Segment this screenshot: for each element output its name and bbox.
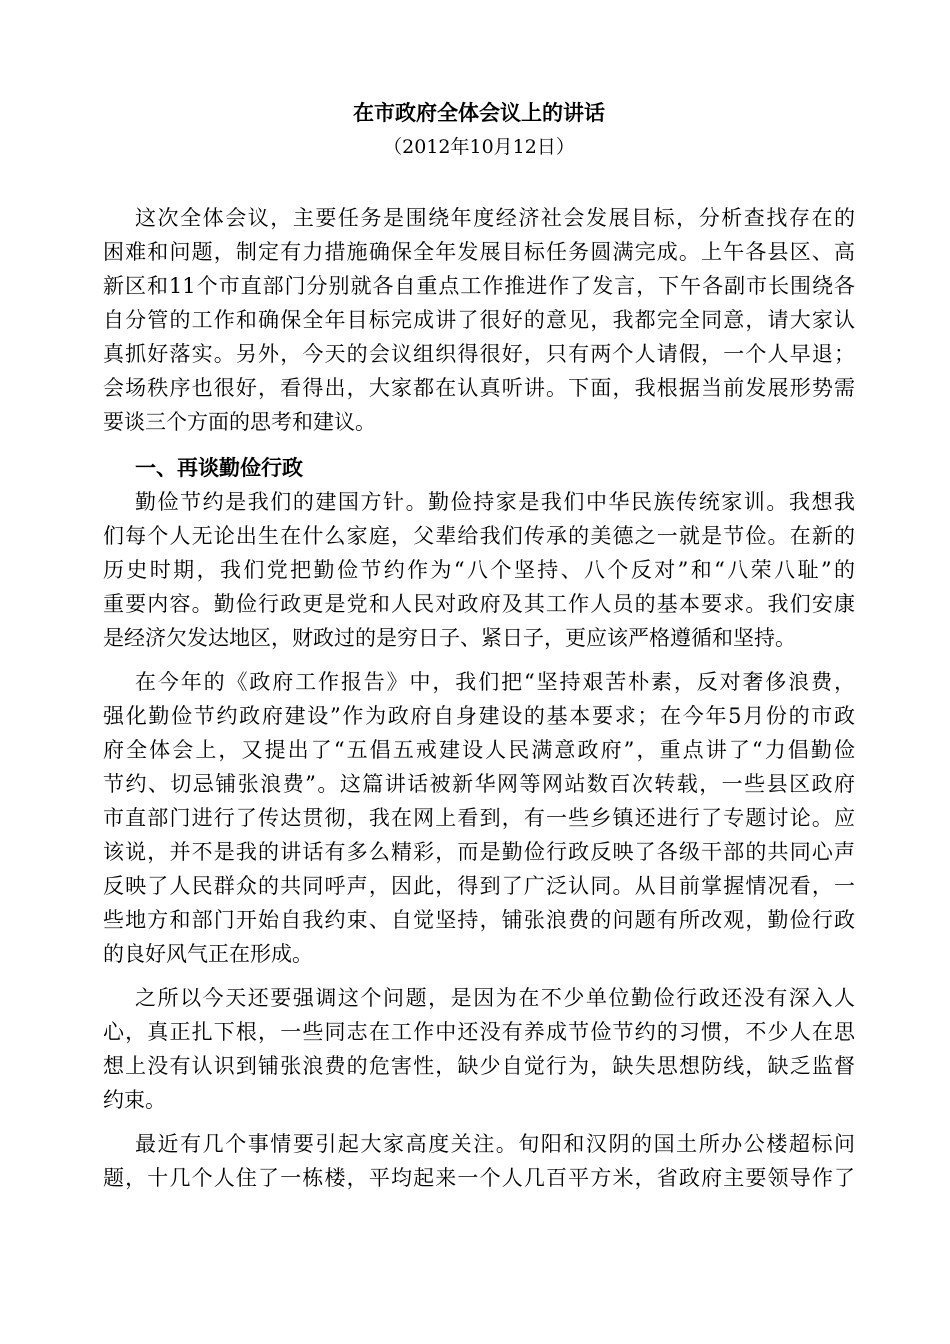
text-line: 心，真正扎下根，一些同志在工作中还没有养成节俭节约的习惯，不少人在思 <box>103 1020 855 1044</box>
paragraph <box>103 665 855 971</box>
paragraph <box>103 485 855 655</box>
document-date: （2012年10月12日） <box>383 136 575 158</box>
text-line: 这次全体会议，主要任务是围绕年度经济社会发展目标，分析查找存在的 <box>135 206 855 230</box>
text-line: 节约、切忌铺张浪费”。这篇讲话被新华网等网站数百次转载，一些县区政府 <box>103 772 855 796</box>
text-line: 新区和11个市直部门分别就各自重点工作推进作了发言，下午各副市长围绕各 <box>103 274 855 298</box>
text-line: 勤俭节约是我们的建国方针。勤俭持家是我们中华民族传统家训。我想我 <box>135 490 855 514</box>
paragraph <box>103 201 855 439</box>
section-heading: 一、再谈勤俭行政 <box>135 455 303 480</box>
text-line: 会场秩序也很好，看得出，大家都在认真听讲。下面，我根据当前发展形势需 <box>103 376 855 400</box>
text-line: 最近有几个事情要引起大家高度关注。旬阳和汉阴的国土所办公楼超标问 <box>135 1132 855 1156</box>
text-line: 是经济欠发达地区，财政过的是穷日子、紧日子，更应该严格遵循和坚持。 <box>103 626 796 650</box>
text-line: 强化勤俭节约政府建设”作为政府自身建设的基本要求；在今年5月份的市政 <box>103 704 855 728</box>
text-line: 之所以今天还要强调这个问题，是因为在不少单位勤俭行政还没有深入人 <box>135 986 855 1010</box>
text-line: 该说，并不是我的讲话有多么精彩，而是勤俭行政反映了各级干部的共同心声 <box>103 840 855 864</box>
text-line: 困难和问题，制定有力措施确保全年发展目标任务圆满完成。上午各县区、高 <box>103 240 855 264</box>
document-title: 在市政府全体会议上的讲话 <box>353 100 605 125</box>
text-line: 市直部门进行了传达贯彻，我在网上看到，有一些乡镇还进行了专题讨论。应 <box>103 806 855 830</box>
text-line: 府全体会上，又提出了“五倡五戒建设人民满意政府”，重点讲了“力倡勤俭 <box>103 738 855 762</box>
text-line: 的良好风气正在形成。 <box>103 942 313 966</box>
paragraph <box>103 1127 855 1195</box>
paragraph <box>103 981 855 1117</box>
document-body <box>103 201 855 1205</box>
text-line: 想上没有认识到铺张浪费的危害性，缺少自觉行为，缺失思想防线，缺乏监督 <box>103 1054 855 1078</box>
text-line: 要谈三个方面的思考和建议。 <box>103 410 376 434</box>
text-line: 历史时期，我们党把勤俭节约作为“八个坚持、八个反对”和“八荣八耻”的 <box>103 558 855 582</box>
text-line: 真抓好落实。另外，今天的会议组织得很好，只有两个人请假，一个人早退； <box>103 342 855 366</box>
text-line: 自分管的工作和确保全年目标完成讲了很好的意见，我都完全同意，请大家认 <box>103 308 855 332</box>
text-line: 约束。 <box>103 1088 166 1112</box>
text-line: 反映了人民群众的共同呼声，因此，得到了广泛认同。从目前掌握情况看，一 <box>103 874 855 898</box>
text-line: 重要内容。勤俭行政更是党和人民对政府及其工作人员的基本要求。我们安康 <box>103 592 855 616</box>
text-line: 在今年的《政府工作报告》中，我们把“坚持艰苦朴素，反对奢侈浪费， <box>135 670 855 694</box>
text-line: 们每个人无论出生在什么家庭，父辈给我们传承的美德之一就是节俭。在新的 <box>103 524 855 548</box>
text-line: 些地方和部门开始自我约束、自觉坚持，铺张浪费的问题有所改观，勤俭行政 <box>103 908 855 932</box>
text-line: 题，十几个人住了一栋楼，平均起来一个人几百平方米，省政府主要领导作了 <box>103 1166 855 1190</box>
